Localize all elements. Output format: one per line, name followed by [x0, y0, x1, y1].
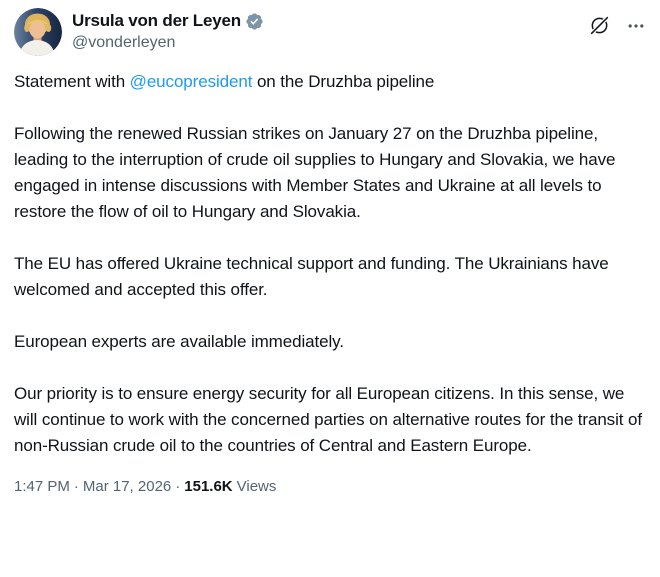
tweet-footer [0, 459, 660, 497]
avatar[interactable] [14, 8, 62, 56]
tweet-paragraph: The EU has offered Ukraine technical support and funding. The Ukrainians have welcomed and accepted this offer. [14, 254, 609, 299]
tweet-text [0, 56, 660, 459]
profile-photo [14, 8, 62, 56]
tweet-paragraph: European experts are available immediately. [14, 332, 344, 351]
tweet-paragraph: Following the renewed Russian strikes on January 27 on the Druzhba pipeline, leading to the interruption of crude oil supplies to Hungary and Slovakia, we have engaged in intense discussions with Member States and Ukraine at all levels to restore the flow of oil to Hungary and Slovakia. [14, 124, 616, 221]
dot-separator: · [175, 478, 181, 495]
tweet-paragraph: Our priority is to ensure energy security for all European citizens. In this sense, we will continue to work with the concerned parties on alternative routes for the transit of non-Russian crude oil to the countries of Central and Eastern Europe. [14, 384, 642, 455]
text-segment: on the Druzhba pipeline [252, 72, 435, 91]
tweet-paragraph [14, 69, 646, 95]
tweet-header [0, 0, 660, 56]
user-handle[interactable]: @vonderleyen [72, 34, 176, 51]
grok-icon[interactable] [589, 15, 610, 36]
dot-separator: · [73, 478, 79, 495]
timestamp[interactable]: 1:47 PM [14, 478, 70, 495]
date[interactable]: Mar 17, 2026 [82, 478, 172, 495]
display-name[interactable]: Ursula von der Leyen [72, 11, 241, 30]
views-count: 151.6K [184, 478, 233, 495]
verified-badge-icon [245, 12, 264, 31]
more-menu-icon[interactable] [626, 16, 646, 36]
user-names [72, 8, 264, 53]
views-label: Views [236, 478, 277, 495]
mention-link[interactable]: @eucopresident [129, 72, 253, 91]
header-actions [589, 8, 646, 36]
text-segment: Statement with [14, 72, 130, 91]
